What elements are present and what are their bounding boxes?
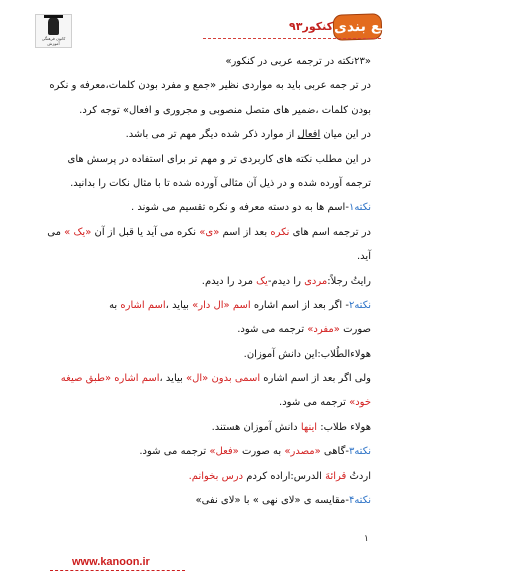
line-text: رایتُ رجلاً:: [327, 275, 371, 287]
stamp-subtitle: کنکور۹۳: [289, 20, 333, 33]
line-text: بیاید ،: [165, 299, 193, 311]
line-text: صورت: [339, 324, 371, 336]
highlight-text: نکره: [270, 226, 290, 238]
graduate-figure-icon: [48, 17, 59, 35]
text-line: [46, 343, 371, 367]
text-line: [46, 50, 371, 74]
text-line: [46, 270, 371, 294]
text-line: [46, 391, 371, 415]
title-stamp: جمع بندی: [333, 13, 383, 41]
text-line: [46, 367, 371, 391]
line-text: -اسم ها به دو دسته معرفه و نکره تقسیم می شوند .: [130, 202, 349, 214]
text-line: [46, 123, 371, 147]
line-text: را دیدم-: [267, 275, 305, 287]
line-text: آید.: [357, 251, 371, 263]
highlight-text: خود»: [349, 397, 371, 409]
line-text: به صورت: [238, 446, 285, 458]
line-text: نکره می آید یا قبل از آن: [91, 226, 200, 238]
highlight-text: «ی»: [199, 226, 220, 238]
text-line: [46, 294, 371, 318]
line-text: ترجمه می شود.: [237, 324, 308, 336]
highlight-text: درس بخوانم.: [188, 470, 244, 482]
text-line: [46, 99, 371, 123]
highlight-text: اسمی بدون «ال»: [185, 373, 261, 385]
line-text: ولی اگر بعد از اسم اشاره: [260, 373, 371, 385]
text-line: [46, 172, 371, 196]
line-text: در این میان: [320, 129, 371, 141]
line-text: در تر جمه عربی باید به مواردی نظیر «جمع و مفرد بودن کلمات،معرفه و نکره: [49, 80, 371, 92]
line-text: بعد از اسم: [219, 226, 271, 238]
article-body: [46, 50, 371, 513]
text-line: [46, 440, 371, 464]
text-line: [46, 221, 371, 245]
line-text: در این مطلب نکته های کاربردی تر و مهم تر برای استفاده در پرسش های: [67, 153, 371, 165]
highlight-text: اینها: [300, 421, 318, 433]
line-text: هولاءالطُلاب:این دانش آموزان.: [243, 348, 371, 360]
highlight-text: قرائهَ: [325, 470, 347, 482]
line-text: در ترجمه اسم های: [289, 226, 371, 238]
footer-divider: [50, 570, 185, 571]
text-line: [46, 489, 371, 513]
highlight-text: «فعل»: [209, 446, 239, 458]
line-text: هولاء طلاب:: [317, 421, 371, 433]
line-text: اردتُ: [346, 470, 371, 482]
text-line: [46, 318, 371, 342]
text-line: [46, 245, 371, 269]
line-text: - اگر بعد از اسم اشاره: [250, 299, 349, 311]
line-text: از موارد ذکر شده دیگر مهم تر می باشد.: [125, 129, 298, 141]
kanoon-logo: [35, 14, 72, 48]
line-text: «۲۳نکته در ترجمه عربی در کنکور»: [225, 56, 371, 67]
line-text: بیاید ،: [159, 373, 186, 385]
note-label: نکته۲: [348, 299, 371, 311]
page-header: [0, 0, 512, 46]
header-divider: [203, 38, 381, 39]
line-text: -گاهی: [320, 446, 349, 458]
highlight-text: اسم «ال دار»: [192, 299, 251, 311]
highlight-text: اسم اشاره: [120, 299, 166, 311]
text-line: [46, 196, 371, 220]
line-text: ترجمه می شود.: [279, 397, 350, 409]
note-label: نکته۳: [348, 446, 371, 458]
footer-url[interactable]: www.kanoon.ir: [72, 556, 150, 568]
highlight-text: «مفرد»: [307, 324, 340, 336]
note-label: نکته۱: [348, 202, 371, 214]
highlight-text: یک: [256, 275, 268, 287]
highlight-text: اسم اشاره «طبق صیغه: [60, 373, 160, 385]
page-number: ۱: [364, 534, 369, 544]
logo-text: کانون فرهنگی آموزش: [41, 36, 66, 46]
line-text: به: [109, 299, 121, 311]
text-line: [46, 74, 371, 98]
highlight-text: «مصدر»: [284, 446, 321, 458]
line-text: -مقایسه ی «لای نهی » با «لای نفی»: [195, 495, 349, 507]
highlight-text: «یک »: [64, 226, 92, 238]
line-text: بودن کلمات ،ضمیر های متصل منصوبی و مجروری و افعال» توجه کرد.: [79, 104, 371, 116]
line-text: ترجمه می شود.: [139, 446, 210, 458]
line-text: می: [47, 226, 65, 238]
text-line: [46, 148, 371, 172]
line-text: دانش آموزان هستند.: [211, 421, 301, 433]
text-line: [46, 465, 371, 489]
line-text: مرد را دیدم.: [201, 275, 257, 287]
text-line: [46, 416, 371, 440]
highlight-text: مردی: [304, 275, 328, 287]
line-text: ترجمه آورده شده و در ذیل آن مثالی آورده شده تا با مثال نکات را بدانید.: [70, 177, 371, 189]
line-text: الدرس:اراده کردم: [243, 470, 326, 482]
note-label: نکته۴: [348, 495, 371, 507]
line-text: افعال: [297, 129, 321, 141]
